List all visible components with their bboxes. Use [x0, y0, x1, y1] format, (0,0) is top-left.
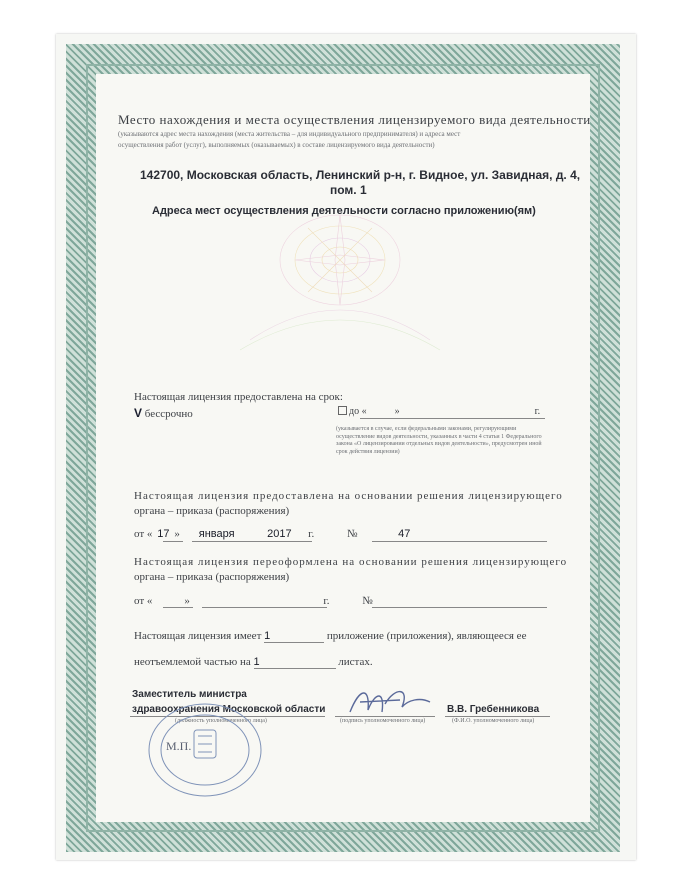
section-subtitle-line1: (указываются адрес места нахождения (места жительства – для индивидуального предпринимателя) и адреса мест	[118, 130, 461, 138]
reissue-date-underline	[202, 607, 327, 608]
until-checkbox	[338, 406, 347, 415]
perpetual-label: бессрочно	[144, 408, 193, 420]
signer-name: В.В. Гребенникова	[447, 704, 540, 715]
reissue-day-underline	[163, 607, 193, 608]
sheets-prefix: неотъемлемой частью на	[134, 656, 251, 668]
appendix-prefix: Настоящая лицензия имеет	[134, 630, 262, 642]
address-line2: пом. 1	[330, 183, 367, 197]
reissue-from: от «	[134, 595, 153, 607]
sheets-count: 1	[254, 656, 336, 669]
rosette-watermark	[210, 190, 470, 370]
grant-from: от «	[134, 528, 153, 540]
stamp-label: М.П.	[166, 739, 192, 753]
name-underline	[445, 716, 550, 717]
address-line3: Адреса мест осуществления деятельности согласно приложению(ям)	[152, 205, 536, 217]
term-label: Настоящая лицензия предоставлена на срок:	[134, 391, 343, 403]
grant-year: 2017	[267, 528, 292, 540]
section-subtitle-line2: осуществления работ (услуг), выполняемых (оказываемых) в составе лицензируемого вида деятельности)	[118, 141, 435, 149]
reissue-number-underline	[372, 607, 547, 608]
signer-position-line2: здравоохранения Московской области	[132, 704, 326, 715]
reissue-year-suffix: г.	[323, 595, 330, 607]
reissue-line1: Настоящая лицензия переоформлена на основании решения лицензирующего	[134, 556, 568, 568]
grant-month: января	[198, 528, 235, 540]
appendix-count: 1	[264, 630, 324, 643]
grant-close-quote: »	[174, 528, 180, 540]
grant-year-suffix: г.	[308, 528, 315, 540]
grant-number-underline	[372, 541, 547, 542]
appendix-suffix: приложение (приложения), являющееся ее	[326, 630, 527, 642]
signer-position-line1: Заместитель министра	[132, 689, 247, 700]
grant-line1: Настоящая лицензия предоставлена на основании решения лицензирующего	[134, 490, 563, 502]
grant-line2: органа – приказа (распоряжения)	[134, 505, 290, 517]
section-title: Место нахождения и места осуществления лицензируемого вида деятельности	[118, 112, 591, 127]
reissue-line2: органа – приказа (распоряжения)	[134, 571, 290, 583]
signature-caption: (подпись уполномоченного лица)	[340, 718, 426, 724]
perpetual-check-mark: V	[134, 406, 143, 420]
name-caption: (Ф.И.О. уполномоченного лица)	[452, 718, 535, 724]
sheets-suffix: листах.	[338, 656, 373, 668]
position-caption: (должность уполномоченного лица)	[175, 718, 267, 724]
perpetual-term	[134, 406, 193, 420]
grant-day: 17	[157, 528, 170, 540]
appendix-line2	[134, 656, 373, 669]
grant-order-row	[134, 528, 448, 540]
until-term	[338, 406, 540, 417]
grant-day-underline	[163, 541, 183, 542]
until-prefix: до «	[349, 406, 367, 417]
until-year-suffix: г.	[534, 406, 541, 417]
reissue-order-row	[134, 595, 373, 607]
appendix-line1	[134, 630, 526, 643]
reissue-number-label: №	[362, 595, 373, 607]
until-underline	[360, 418, 545, 419]
reissue-close-quote: »	[184, 595, 190, 607]
grant-number: 47	[398, 528, 411, 540]
grant-date-underline	[192, 541, 312, 542]
grant-number-label: №	[346, 528, 358, 540]
signature-underline	[335, 716, 435, 717]
term-note: (указывается в случае, если федеральными законами, регулирующими осуществление видов деятельности, указанных в части 4 статьи 1 Федерального закона «О лицензировании отдельных видов деятельности», предусмотрен иной срок действия лицензии)	[336, 426, 542, 455]
address-line1: 142700, Московская область, Ленинский р-н, г. Видное, ул. Завидная, д. 4,	[140, 168, 581, 182]
until-close-quote: »	[394, 406, 400, 417]
official-seal	[146, 700, 264, 800]
